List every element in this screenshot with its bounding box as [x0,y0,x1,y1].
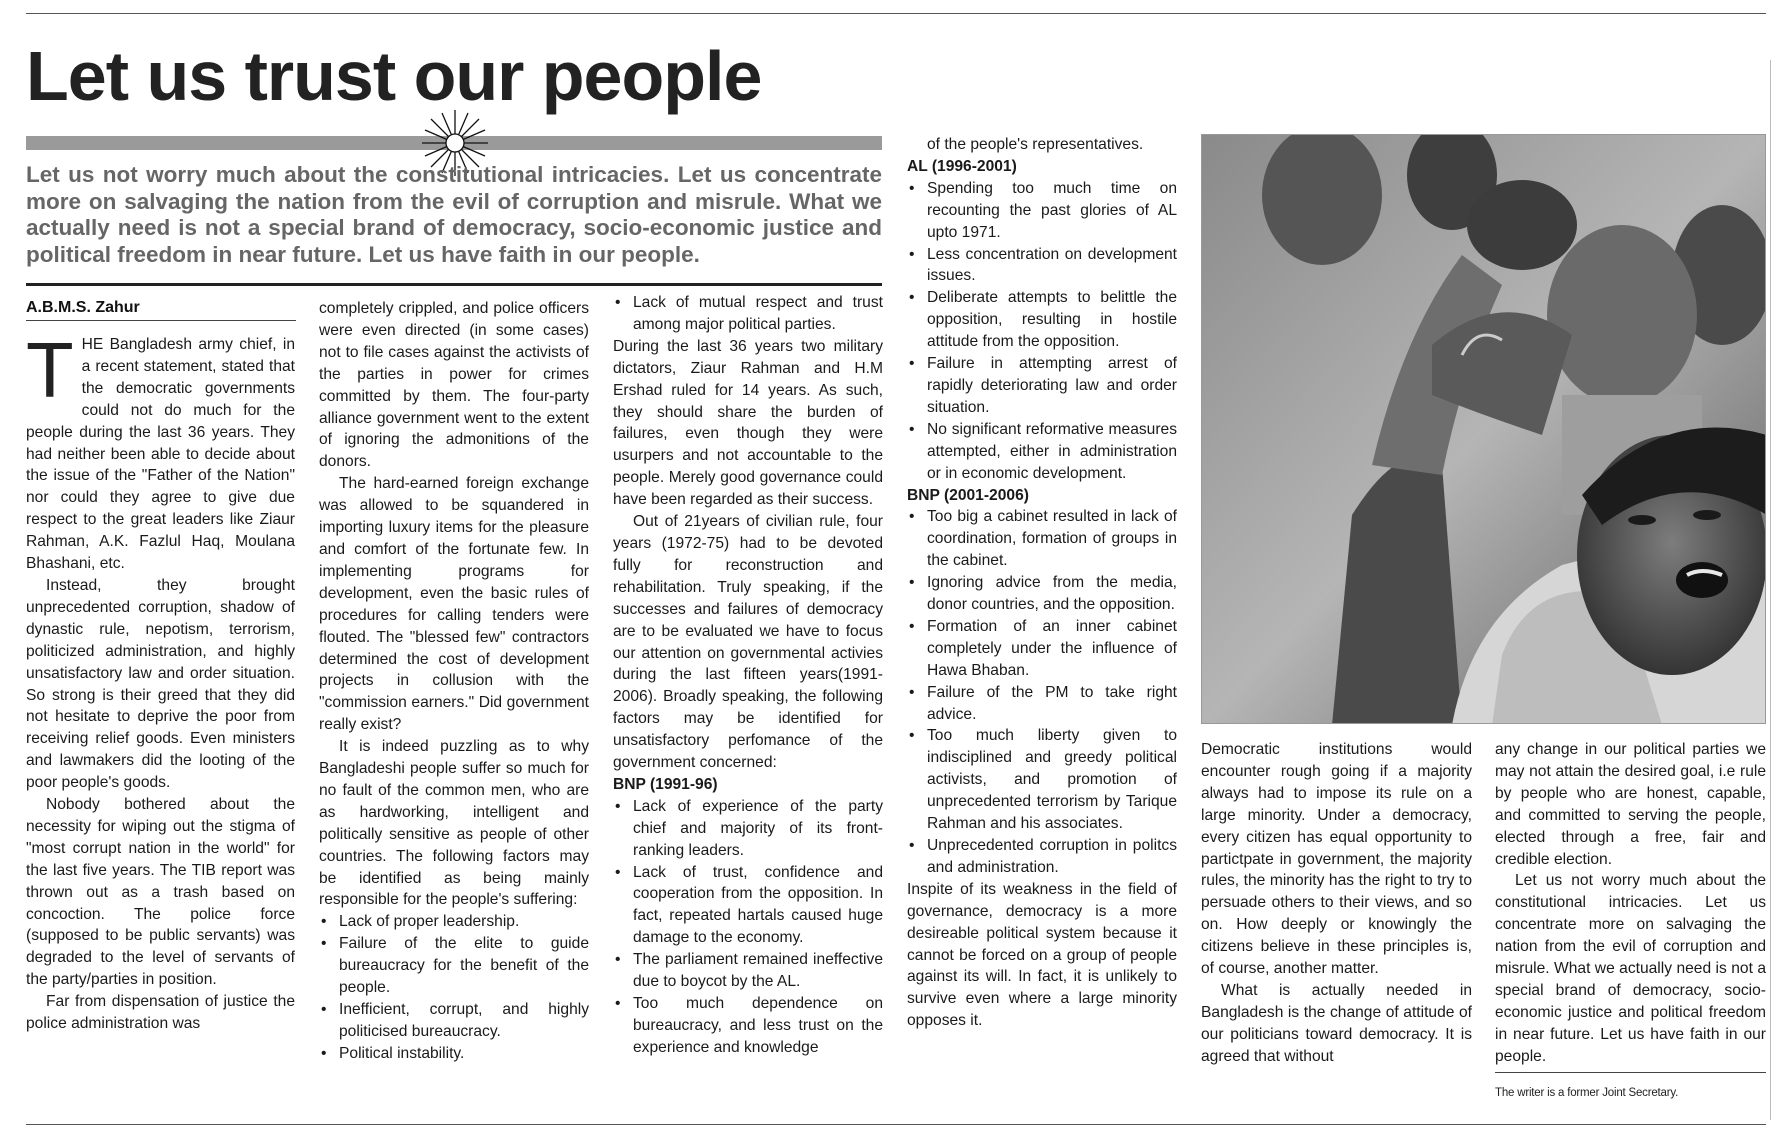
paragraph: Inspite of its weakness in the field of governance, democracy is a more desireable political system because it cannot be forced on a group of people against its will. In fact, it is unlikely to survive even where a large minority opposes it. [907,880,1177,1030]
headline: Let us trust our people [26,37,762,115]
paragraph: any change in our political parties we may not attain the desired goal, i.e rule by people who are honest, capable, and committed to serving the people, elected through a free, fair and credible election. [1495,741,1766,868]
section-heading: BNP (1991-96) [613,775,718,793]
column-4 [907,134,1177,1032]
bullet-list [613,292,883,336]
list-item: • Unprecedented corruption in politcs and administration. [907,835,1177,879]
bottom-rule [26,1124,1766,1125]
section-heading: AL (1996-2001) [907,157,1017,175]
protest-photo [1201,134,1766,724]
section-heading: BNP (2001-2006) [907,486,1029,504]
paragraph: Let us not worry much about the constitutional intricacies. Let us concentrate more on salvaging the nation from the evil of corruption and misrule. What we actually need is not a special brand of democracy, socio-economic justice and political freedom in near future. Let us have faith in our people. [1495,872,1766,1065]
list-item: • The parliament remained ineffective due to boycot by the AL. [613,949,883,993]
paragraph: of the people's representatives. [927,136,1144,153]
list-item: • Lack of experience of the party chief and majority of its front-ranking leaders. [613,796,883,862]
standfirst: Let us not worry much about the constitutional intricacies. Let us concentrate more on salvaging the nation from the evil of corruption and misrule. What we actually need is not a special brand of democracy, socio-economic justice and political freedom in near future. Let us have faith in our people. [26,162,882,267]
paragraph: Democratic institutions would encounter rough going if a majority always had to impose its rule on a large minority. Under a democracy, every citizen has equal opportunity to partictpate in government, the majority rules, the minority has the right to try to persuade others to their views, and so on. How deeply or knowingly the citizens believe in these principles is, of course, another matter. [1201,741,1472,978]
column-1 [26,326,295,1035]
list-item: • Ignoring advice from the media, donor countries, and the opposition. [907,572,1177,616]
right-rule [1770,60,1771,1120]
list-item: • Inefficient, corrupt, and highly politicised bureaucracy. [319,999,589,1043]
list-item: • No significant reformative measures attempted, either in administration or in economic development. [907,419,1177,485]
byline-rule [26,320,296,321]
list-item: • Formation of an inner cabinet completely under the influence of Hawa Bhaban. [907,616,1177,682]
column-5 [1201,739,1472,1068]
list-item: • Spending too much time on recounting the past glories of AL upto 1971. [907,178,1177,244]
drop-cap: T [26,326,74,414]
footer-rule [1495,1072,1766,1073]
list-item: • Too much liberty given to indisciplined and greedy political activists, and promotion of unprecedented terrorism by Tarique Rahman and his associates. [907,725,1177,835]
paragraph: Far from dispensation of justice the police administration was [26,993,295,1033]
paragraph: It is indeed puzzling as to why Bangladeshi people suffer so much for no fault of the common men, who are as hardworking, intelligent and politically sensitive as people of other countries. The following factors may be identified as being mainly responsible for the people's suffering: [319,738,589,909]
bullet-list [613,796,883,1059]
protest-photo-illustration [1202,135,1766,724]
list-item: • Political instability. [319,1043,589,1065]
deck-rule [26,283,882,286]
list-item: • Less concentration on development issues. [907,244,1177,288]
list-item: • Lack of trust, confidence and cooperation from the opposition. In fact, repeated hartals caused huge damage to the economy. [613,862,883,950]
column-6 [1495,739,1766,1068]
column-2 [319,298,589,1065]
list-item: • Deliberate attempts to belittle the opposition, resulting in hostile attitude from the opposition. [907,287,1177,353]
column-3 [613,292,883,1059]
paragraph: The hard-earned foreign exchange was allowed to be squandered in importing luxury items for the pleasure and comfort of the fortunate few. In implementing programs for development, even the basic rules of procedures for calling tenders were flouted. The "blessed few" contractors determined the cost of development projects in collusion with the "commission earners." Did government really exist? [319,475,589,734]
list-item: • Lack of mutual respect and trust among major political parties. [613,292,883,336]
paragraph: completely crippled, and police officers were even directed (in some cases) not to file cases against the activists of the parties in power for crimes committed by them. The four-party alliance government went to the extent of ignoring the admonitions of the donors. [319,300,589,471]
paragraph: What is actually needed in Bangladesh is the change of attitude of our politicians toward democracy. It is agreed that without [1201,981,1472,1065]
paragraph: Out of 21years of civilian rule, four years (1972-75) had to be devoted fully for reconstruction and rehabilitation. Truly speaking, if the successes and failures of democracy are to be evaluated we have to focus our attention on governmental activies during the last fifteen years(1991-2006). Broadly speaking, the following factors may be identified for unsatisfactory perfomance of the government concerned: [613,513,883,772]
bullet-list [907,178,1177,485]
bullet-list [907,506,1177,878]
paragraph: Nobody bothered about the necessity for wiping out the stigma of "most corrupt nation in the world" for the last five years. The TIB report was thrown out as a trash based on concoction. The police force (supposed to be public servants) was degraded to the level of servants of the party/parties in position. [26,796,295,989]
list-item: • Lack of proper leadership. [319,911,589,933]
list-item: • Too big a cabinet resulted in lack of coordination, formation of groups in the cabinet. [907,506,1177,572]
author-note: The writer is a former Joint Secretary. [1495,1087,1679,1099]
bullet-list [319,911,589,1064]
byline: A.B.M.S. Zahur [26,299,140,316]
list-item: • Too much dependence on bureaucracy, and less trust on the experience and knowledge [613,993,883,1059]
paragraph [26,326,295,575]
list-item: • Failure in attempting arrest of rapidly deteriorating law and order situation. [907,353,1177,419]
top-rule [26,13,1766,14]
paragraph: During the last 36 years two military dictators, Ziaur Rahman and H.M Ershad ruled for 14 years. As such, they should share the burden of failures, even though they were usurpers and not accountable to the people. Merely good governance could have been regarded as their success. [613,337,883,509]
paragraph-text: HE Bangladesh army chief, in a recent statement, stated that the democratic governments could not do much for the people during the last 36 years. They had neither been able to decide about the issue of the "Father of the Nation" nor could they agree to give due respect to the great leaders like Ziaur Rahman, A.K. Fazlul Haq, Moulana Bhashani, etc. [26,336,295,573]
list-item: • Failure of the PM to take right advice. [907,682,1177,726]
list-item: • Failure of the elite to guide bureaucracy for the benefit of the people. [319,933,589,999]
paragraph: Instead, they brought unprecedented corruption, shadow of dynastic rule, nepotism, terrorism, politicized administration, and highly unsatisfactory law and order situation. So strong is their greed that they did not hesitate to deprive the poor from receiving relief goods. Even ministers and lawmakers did the looting of the poor people's goods. [26,576,295,792]
